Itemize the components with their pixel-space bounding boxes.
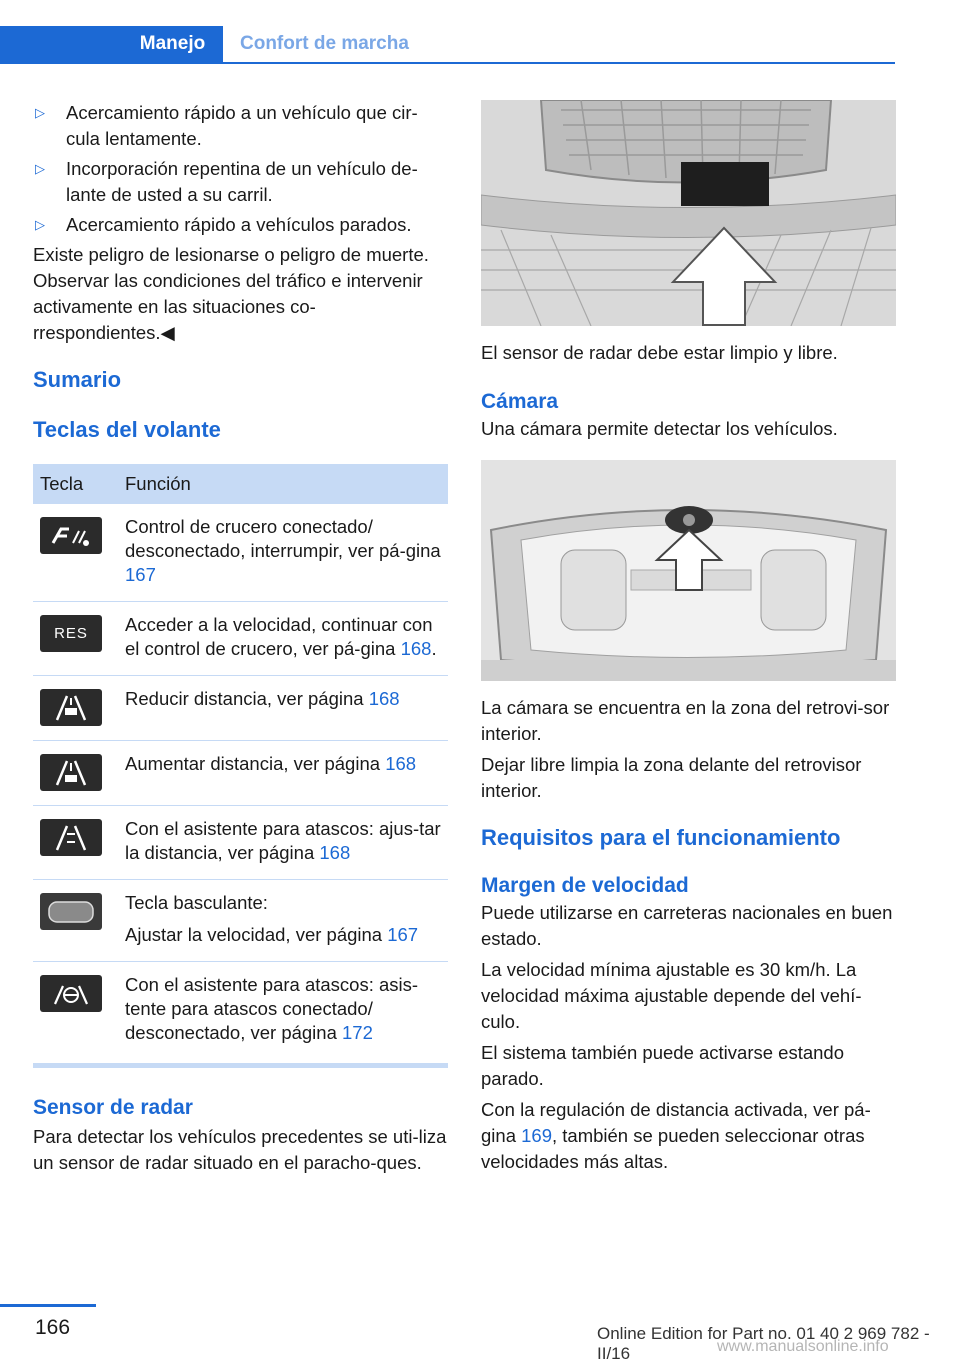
left-column — [33, 100, 448, 1181]
table-row: Aumentar distancia, ver página 168 — [33, 741, 448, 806]
radar-text: Para detectar los vehículos precedentes se uti‐liza un sensor de radar situado en el paracho‐ques. — [33, 1126, 447, 1173]
table-row: Reducir distancia, ver página 168 — [33, 676, 448, 741]
reduce-distance-icon — [40, 689, 102, 726]
table-row: Control de crucero conectado/ desconectado, interrumpir, ver pá‐gina 167 — [33, 504, 448, 602]
table-row: Con el asistente para atascos: asis‐tente para atascos conectado/ desconectado, ver página 172 — [33, 962, 448, 1060]
rocker-switch-icon — [40, 893, 102, 930]
warning-text: Existe peligro de lesionarse o peligro de muerte. Observar las condiciones del tráfico e intervenir activamente en las situaciones co‐rrespondientes.◀ — [33, 244, 429, 343]
triangle-bullet-icon: ▷ — [35, 105, 45, 120]
header-bar — [0, 26, 122, 62]
page-link[interactable]: 167 — [387, 924, 419, 945]
traffic-jam-distance-icon — [40, 819, 102, 856]
camara-heading: Cámara — [481, 390, 559, 413]
margen-paragraph-2: La velocidad mínima ajustable es 30 km/h. La velocidad máxima ajustable depende del vehí‐culo. — [481, 959, 862, 1032]
radar-heading: Sensor de radar — [33, 1096, 193, 1119]
teclas-heading: Teclas del volante — [33, 417, 221, 442]
triangle-bullet-icon: ▷ — [35, 217, 45, 232]
table-header-row — [33, 464, 448, 504]
camera-image — [481, 460, 896, 681]
edition-footer: Online Edition for Part no. 01 40 2 969 782 - II/16 — [597, 1324, 930, 1363]
bullet-item: ▷ Acercamiento rápido a un vehículo que cir‐cula lentamente. — [35, 102, 418, 149]
margen-paragraph-3: El sistema también puede activarse estando parado. — [481, 1042, 845, 1089]
page-link[interactable]: 172 — [342, 1022, 373, 1043]
page-link[interactable]: 168 — [368, 688, 400, 709]
page-link[interactable]: 167 — [125, 564, 156, 585]
camara-text: Una cámara permite detectar los vehículos. — [481, 418, 838, 439]
page-link[interactable]: 168 — [400, 638, 432, 659]
watermark: www.manualsonline.info — [717, 1338, 889, 1355]
page-header — [0, 26, 895, 64]
increase-distance-icon — [40, 754, 102, 791]
camara-paragraph-1: La cámara se encuentra en la zona del retrovi‐sor interior. — [481, 697, 890, 744]
bullet-item: ▷ Acercamiento rápido a vehículos parados. — [33, 212, 448, 238]
radar-sensor-image — [481, 100, 896, 326]
radar-caption: El sensor de radar debe estar limpio y libre. — [481, 342, 838, 363]
tab-manejo[interactable]: Manejo — [122, 26, 223, 62]
keys-table — [33, 464, 448, 1059]
margen-paragraph-4: Con la regulación de distancia activada, ver pá‐gina 169, también se pueden seleccionar otras velocidades más altas. — [481, 1099, 871, 1172]
margen-paragraph-1: Puede utilizarse en carreteras nacionales en buen estado. — [481, 902, 893, 949]
page-link[interactable]: 168 — [319, 842, 351, 863]
res-icon: RES — [40, 615, 102, 652]
table-row: Tecla basculante: Ajustar la velocidad, ver página 167 — [33, 880, 448, 962]
tab-confort-de-marcha[interactable]: Confort de marcha — [240, 33, 409, 54]
traffic-jam-assistant-icon — [40, 975, 102, 1012]
cruise-control-icon — [40, 517, 102, 554]
requisitos-heading: Requisitos para el funcionamiento — [481, 825, 841, 850]
bullet-item: ▷ Incorporación repentina de un vehículo de‐lante de usted a su carril. — [35, 158, 418, 205]
table-row: RES Acceder a la velocidad, continuar con el control de crucero, ver pá‐gina 168. — [33, 602, 448, 676]
sumario-heading: Sumario — [33, 367, 122, 392]
page-number-rule — [0, 1304, 96, 1307]
page-link[interactable]: 168 — [385, 753, 417, 774]
col-header-funcion: Función — [118, 464, 448, 504]
page-number: 166 — [35, 1316, 71, 1339]
col-header-tecla: Tecla — [33, 464, 118, 504]
camara-paragraph-2: Dejar libre limpia la zona delante del retrovisor interior. — [481, 754, 862, 801]
table-row: Con el asistente para atascos: ajus‐tar la distancia, ver página 168 — [33, 806, 448, 880]
table-end-rule — [33, 1063, 448, 1068]
triangle-bullet-icon: ▷ — [35, 161, 45, 176]
right-column — [481, 100, 896, 1180]
page-link[interactable]: 169 — [521, 1125, 552, 1146]
margen-heading: Margen de velocidad — [481, 874, 689, 897]
